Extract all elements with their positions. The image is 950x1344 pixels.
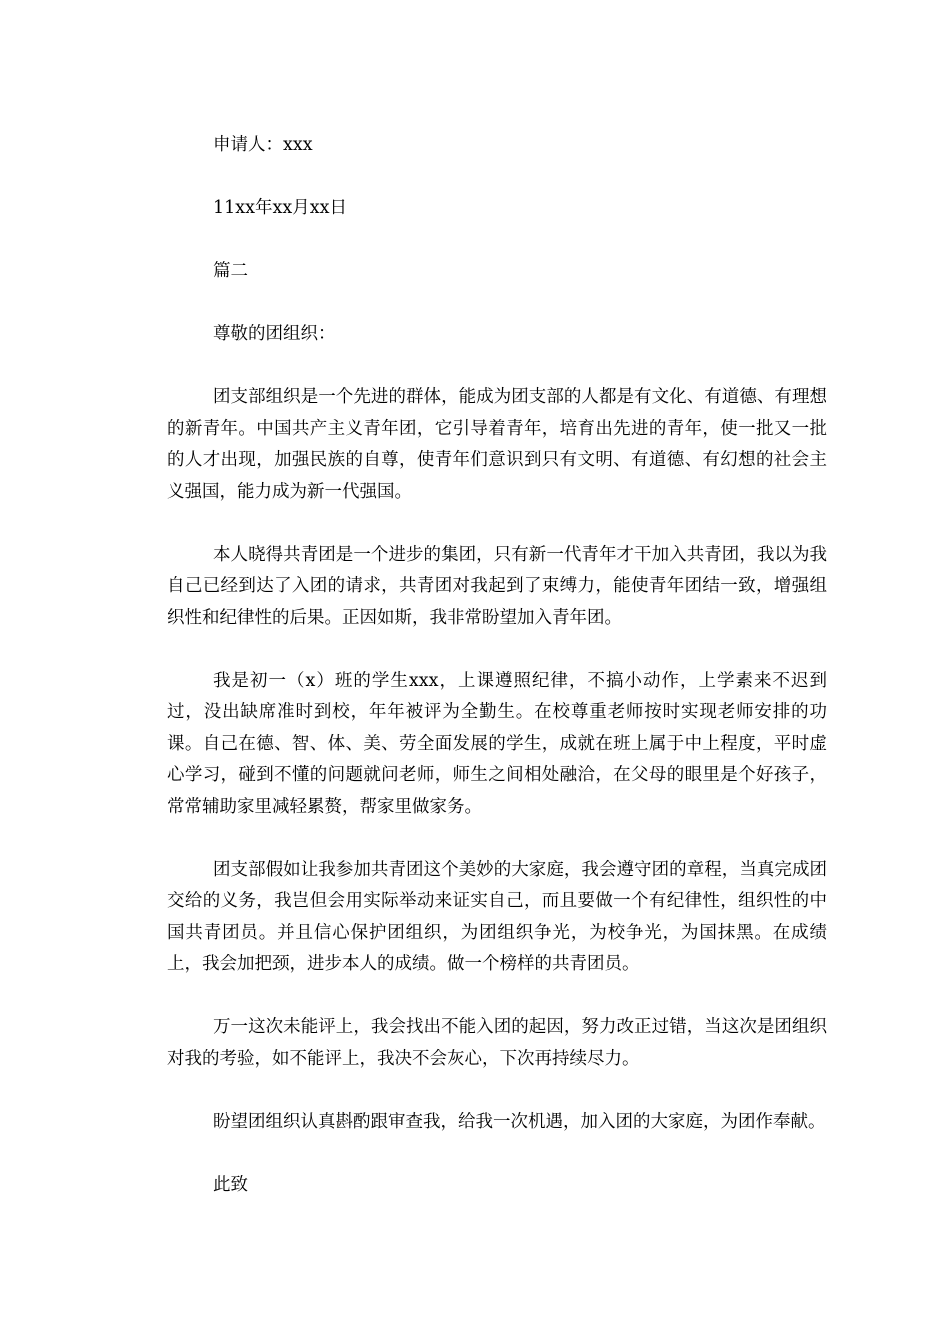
paragraph-1: 团支部组织是一个先进的群体，能成为团支部的人都是有文化、有道德、有理想的新青年。中国共产主义青年团，它引导着青年，培育出先进的青年，使一批又一批的人才出现，加强民族的自尊，使青年们意识到只有文明、有道德、有幻想的社会主义强国，能力成为新一代强国。 [167,387,827,502]
paragraph-6: 盼望团组织认真斟酌跟审查我，给我一次机遇，加入团的大家庭，为团作奉献。 [213,1111,826,1132]
paragraph-3: 我是初一（x）班的学生xxx，上课遵照纪律，不搞小动作，上学素来不迟到过，没出缺席准时到校，年年被评为全勤生。在校尊重老师按时实现老师安排的功课。自己在德、智、体、美、劳全面发展的学生，成就在班上属于中上程度，平时虚心学习，碰到不懂的问题就问老师，师生之间相处融洽，在父母的眼里是个好孩子，常常辅助家里减轻累赘，帮家里做家务。 [167,670,827,817]
salutation: 尊敬的团组织： [213,324,336,344]
applicant-line: 申请人：xxx [213,135,313,155]
paragraph-2: 本人晓得共青团是一个进步的集团，只有新一代青年才干加入共青团，我以为我自己已经到达了入团的请求，共青团对我起到了束缚力，能使青年团结一致，增强组织性和纪律性的后果。正因如斯，我非常盼望加入青年团。 [167,544,827,628]
paragraph-4: 团支部假如让我参加共青团这个美妙的大家庭，我会遵守团的章程，当真完成团交给的义务，我岂但会用实际举动来证实自己，而且要做一个有纪律性，组织性的中国共青团员。并且信心保护团组织，为团组织争光，为校争光，为国抹黑。在成绩上，我会加把颈，进步本人的成绩。做一个榜样的共青团员。 [167,859,827,974]
date-line: 11xx年xx月xx日 [213,198,347,218]
section-title: 篇二 [213,261,248,281]
document-body [167,130,827,1233]
paragraph-5: 万一这次未能评上，我会找出不能入团的起因，努力改正过错，当这次是团组织对我的考验，如不能评上，我决不会灰心，下次再持续尽力。 [167,1017,827,1069]
closing: 此致 [213,1174,248,1195]
